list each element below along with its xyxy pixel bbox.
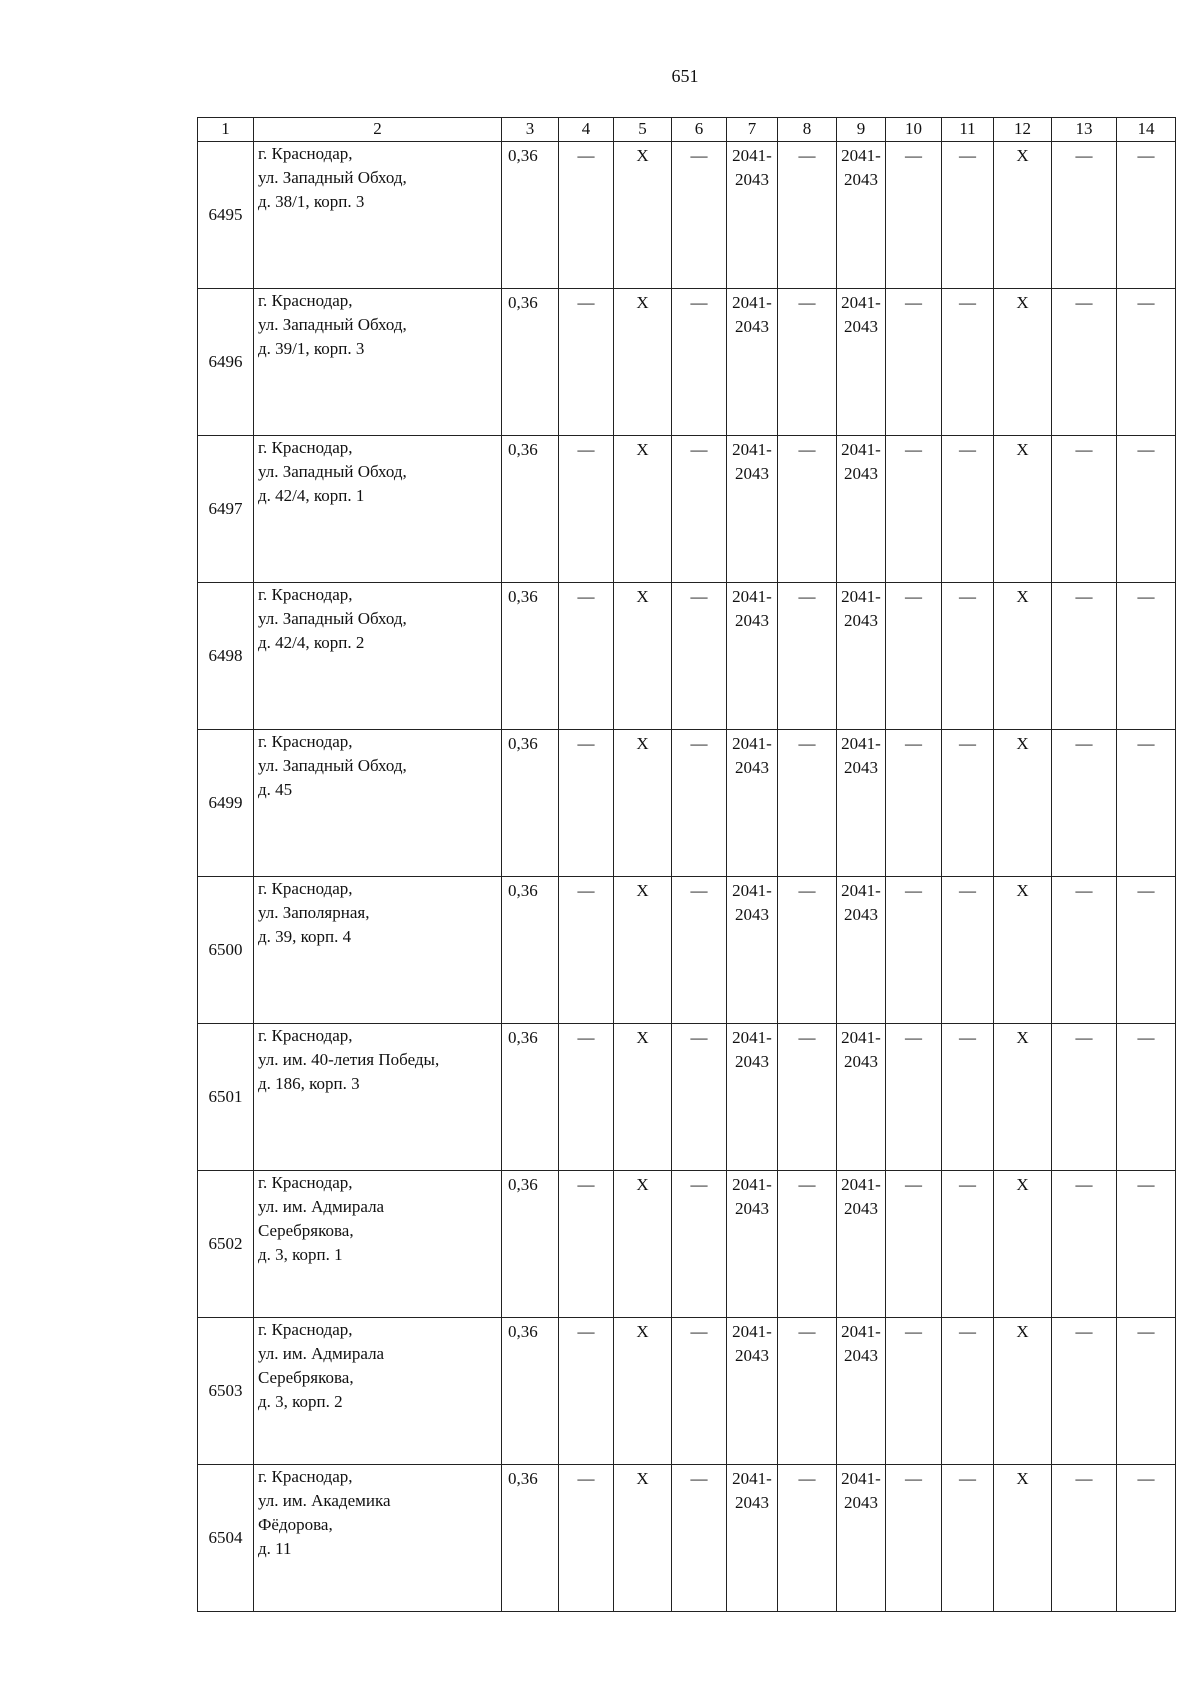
column-header-1: 1 bbox=[198, 118, 254, 142]
period-cell bbox=[727, 877, 778, 1024]
dash-cell: — bbox=[778, 1318, 837, 1465]
period-line: 2043 bbox=[735, 170, 769, 189]
address-line: г. Краснодар, bbox=[258, 144, 353, 163]
address-cell bbox=[254, 1465, 502, 1612]
row-number: 6502 bbox=[198, 1171, 254, 1318]
dash-cell: — bbox=[672, 1171, 727, 1318]
dash-cell: — bbox=[942, 877, 994, 1024]
dash-cell: — bbox=[559, 289, 614, 436]
dash-cell: — bbox=[559, 1318, 614, 1465]
address-line: д. 39, корп. 4 bbox=[258, 927, 352, 946]
column-header-3: 3 bbox=[502, 118, 559, 142]
dash-cell: — bbox=[1052, 436, 1117, 583]
dash-cell: — bbox=[1117, 730, 1176, 877]
period-line: 2041- bbox=[841, 440, 881, 459]
column-header-6: 6 bbox=[672, 118, 727, 142]
dash-cell: — bbox=[1117, 436, 1176, 583]
dash-cell: — bbox=[886, 1171, 942, 1318]
address-line: ул. им. Адмирала bbox=[258, 1344, 385, 1363]
mark-cell: Х bbox=[614, 730, 672, 877]
address-line: ул. Западный Обход, bbox=[258, 168, 407, 187]
dash-cell: — bbox=[672, 1318, 727, 1465]
dash-cell: — bbox=[672, 142, 727, 289]
period-line: 2043 bbox=[844, 611, 878, 630]
dash-cell: — bbox=[559, 583, 614, 730]
dash-cell: — bbox=[1117, 1024, 1176, 1171]
dash-cell: — bbox=[559, 1024, 614, 1171]
dash-cell: — bbox=[1117, 1465, 1176, 1612]
mark-cell: Х bbox=[994, 1318, 1052, 1465]
period-line: 2043 bbox=[735, 758, 769, 777]
table-row bbox=[198, 142, 1176, 289]
address-line: г. Краснодар, bbox=[258, 1467, 353, 1486]
column-header-10: 10 bbox=[886, 118, 942, 142]
period-line: 2043 bbox=[844, 1199, 878, 1218]
table-row bbox=[198, 1465, 1176, 1612]
row-number: 6500 bbox=[198, 877, 254, 1024]
address-line: д. 42/4, корп. 1 bbox=[258, 486, 365, 505]
dash-cell: — bbox=[886, 877, 942, 1024]
row-number: 6498 bbox=[198, 583, 254, 730]
dash-cell: — bbox=[886, 583, 942, 730]
dash-cell: — bbox=[778, 289, 837, 436]
mark-cell: Х bbox=[614, 436, 672, 583]
dash-cell: — bbox=[1052, 1318, 1117, 1465]
address-line: д. 45 bbox=[258, 780, 293, 799]
address-line: д. 39/1, корп. 3 bbox=[258, 339, 365, 358]
value-cell: 0,36 bbox=[502, 289, 559, 436]
period-cell bbox=[727, 1318, 778, 1465]
address-line: д. 42/4, корп. 2 bbox=[258, 633, 365, 652]
period-line: 2041- bbox=[732, 734, 772, 753]
period-line: 2041- bbox=[841, 1469, 881, 1488]
dash-cell: — bbox=[1117, 1318, 1176, 1465]
mark-cell: Х bbox=[994, 583, 1052, 730]
address-line: д. 3, корп. 1 bbox=[258, 1245, 343, 1264]
address-line: д. 38/1, корп. 3 bbox=[258, 192, 365, 211]
address-line: г. Краснодар, bbox=[258, 585, 353, 604]
period-line: 2041- bbox=[841, 734, 881, 753]
column-header-13: 13 bbox=[1052, 118, 1117, 142]
dash-cell: — bbox=[942, 436, 994, 583]
value-cell: 0,36 bbox=[502, 583, 559, 730]
column-header-7: 7 bbox=[727, 118, 778, 142]
address-line: д. 3, корп. 2 bbox=[258, 1392, 343, 1411]
dash-cell: — bbox=[942, 289, 994, 436]
period-cell bbox=[837, 877, 886, 1024]
row-number: 6496 bbox=[198, 289, 254, 436]
period-line: 2043 bbox=[844, 317, 878, 336]
dash-cell: — bbox=[1052, 289, 1117, 436]
column-header-14: 14 bbox=[1117, 118, 1176, 142]
address-cell bbox=[254, 877, 502, 1024]
column-header-9: 9 bbox=[837, 118, 886, 142]
period-cell bbox=[837, 1024, 886, 1171]
period-line: 2043 bbox=[735, 464, 769, 483]
column-header-11: 11 bbox=[942, 118, 994, 142]
mark-cell: Х bbox=[614, 583, 672, 730]
period-cell bbox=[837, 1318, 886, 1465]
dash-cell: — bbox=[886, 1465, 942, 1612]
address-cell bbox=[254, 1171, 502, 1318]
address-line: г. Краснодар, bbox=[258, 732, 353, 751]
address-cell bbox=[254, 142, 502, 289]
period-line: 2043 bbox=[844, 1493, 878, 1512]
period-line: 2043 bbox=[844, 1346, 878, 1365]
dash-cell: — bbox=[1052, 1465, 1117, 1612]
period-line: 2043 bbox=[735, 1346, 769, 1365]
period-line: 2043 bbox=[735, 611, 769, 630]
dash-cell: — bbox=[778, 730, 837, 877]
column-header-4: 4 bbox=[559, 118, 614, 142]
row-number: 6495 bbox=[198, 142, 254, 289]
dash-cell: — bbox=[942, 730, 994, 877]
period-cell bbox=[727, 583, 778, 730]
value-cell: 0,36 bbox=[502, 142, 559, 289]
dash-cell: — bbox=[778, 1024, 837, 1171]
row-number: 6499 bbox=[198, 730, 254, 877]
dash-cell: — bbox=[1117, 583, 1176, 730]
period-cell bbox=[837, 289, 886, 436]
dash-cell: — bbox=[1052, 1024, 1117, 1171]
table-body bbox=[198, 118, 1176, 1612]
address-cell bbox=[254, 1318, 502, 1465]
period-line: 2041- bbox=[841, 1322, 881, 1341]
value-cell: 0,36 bbox=[502, 1465, 559, 1612]
dash-cell: — bbox=[1117, 289, 1176, 436]
period-line: 2041- bbox=[732, 587, 772, 606]
period-line: 2041- bbox=[732, 440, 772, 459]
table-row bbox=[198, 877, 1176, 1024]
period-line: 2043 bbox=[735, 905, 769, 924]
period-line: 2041- bbox=[841, 881, 881, 900]
address-line: г. Краснодар, bbox=[258, 879, 353, 898]
address-line: ул. им. Адмирала bbox=[258, 1197, 385, 1216]
dash-cell: — bbox=[778, 142, 837, 289]
period-cell bbox=[727, 1024, 778, 1171]
period-line: 2041- bbox=[732, 1175, 772, 1194]
address-line: ул. Западный Обход, bbox=[258, 315, 407, 334]
address-line: Фёдорова, bbox=[258, 1515, 333, 1534]
dash-cell: — bbox=[672, 583, 727, 730]
header-row bbox=[198, 118, 1176, 142]
address-line: ул. Заполярная, bbox=[258, 903, 370, 922]
dash-cell: — bbox=[672, 877, 727, 1024]
row-number: 6497 bbox=[198, 436, 254, 583]
period-line: 2041- bbox=[732, 1322, 772, 1341]
dash-cell: — bbox=[672, 436, 727, 583]
address-cell bbox=[254, 730, 502, 877]
column-header-12: 12 bbox=[994, 118, 1052, 142]
value-cell: 0,36 bbox=[502, 436, 559, 583]
value-cell: 0,36 bbox=[502, 877, 559, 1024]
period-cell bbox=[837, 1171, 886, 1318]
period-cell bbox=[727, 730, 778, 877]
mark-cell: Х bbox=[614, 877, 672, 1024]
value-cell: 0,36 bbox=[502, 1171, 559, 1318]
dash-cell: — bbox=[886, 730, 942, 877]
address-line: г. Краснодар, bbox=[258, 1173, 353, 1192]
address-line: г. Краснодар, bbox=[258, 1320, 353, 1339]
address-line: ул. Западный Обход, bbox=[258, 462, 407, 481]
dash-cell: — bbox=[559, 142, 614, 289]
dash-cell: — bbox=[942, 1318, 994, 1465]
address-line: г. Краснодар, bbox=[258, 291, 353, 310]
column-header-2: 2 bbox=[254, 118, 502, 142]
address-line: д. 186, корп. 3 bbox=[258, 1074, 360, 1093]
period-cell bbox=[837, 730, 886, 877]
address-line: ул. им. 40-летия Победы, bbox=[258, 1050, 440, 1069]
address-cell bbox=[254, 436, 502, 583]
table-row bbox=[198, 1171, 1176, 1318]
dash-cell: — bbox=[886, 142, 942, 289]
period-cell bbox=[837, 436, 886, 583]
column-header-5: 5 bbox=[614, 118, 672, 142]
dash-cell: — bbox=[559, 730, 614, 877]
registry-table bbox=[197, 117, 1176, 1612]
mark-cell: Х bbox=[994, 289, 1052, 436]
dash-cell: — bbox=[778, 877, 837, 1024]
period-line: 2043 bbox=[844, 1052, 878, 1071]
table-row bbox=[198, 436, 1176, 583]
address-cell bbox=[254, 289, 502, 436]
mark-cell: Х bbox=[614, 1024, 672, 1171]
dash-cell: — bbox=[672, 1024, 727, 1171]
dash-cell: — bbox=[672, 1465, 727, 1612]
dash-cell: — bbox=[942, 142, 994, 289]
period-line: 2041- bbox=[841, 1175, 881, 1194]
mark-cell: Х bbox=[994, 1171, 1052, 1318]
period-cell bbox=[727, 436, 778, 583]
period-line: 2043 bbox=[844, 464, 878, 483]
row-number: 6501 bbox=[198, 1024, 254, 1171]
mark-cell: Х bbox=[614, 289, 672, 436]
page-number: 651 bbox=[671, 66, 699, 86]
row-number: 6504 bbox=[198, 1465, 254, 1612]
period-cell bbox=[837, 583, 886, 730]
dash-cell: — bbox=[942, 583, 994, 730]
table-row bbox=[198, 730, 1176, 877]
period-cell bbox=[727, 289, 778, 436]
mark-cell: Х bbox=[994, 436, 1052, 583]
address-line: Серебрякова, bbox=[258, 1368, 354, 1387]
address-cell bbox=[254, 583, 502, 730]
table-row bbox=[198, 289, 1176, 436]
period-line: 2041- bbox=[732, 1469, 772, 1488]
dash-cell: — bbox=[672, 730, 727, 877]
dash-cell: — bbox=[778, 436, 837, 583]
dash-cell: — bbox=[559, 1465, 614, 1612]
period-line: 2043 bbox=[735, 1199, 769, 1218]
period-cell bbox=[727, 1465, 778, 1612]
mark-cell: Х bbox=[614, 1171, 672, 1318]
dash-cell: — bbox=[1052, 730, 1117, 877]
column-header-8: 8 bbox=[778, 118, 837, 142]
dash-cell: — bbox=[1117, 877, 1176, 1024]
mark-cell: Х bbox=[994, 142, 1052, 289]
dash-cell: — bbox=[559, 877, 614, 1024]
period-line: 2041- bbox=[841, 146, 881, 165]
address-line: ул. им. Академика bbox=[258, 1491, 391, 1510]
dash-cell: — bbox=[942, 1024, 994, 1171]
period-line: 2043 bbox=[735, 1493, 769, 1512]
value-cell: 0,36 bbox=[502, 1318, 559, 1465]
address-line: ул. Западный Обход, bbox=[258, 756, 407, 775]
dash-cell: — bbox=[559, 1171, 614, 1318]
dash-cell: — bbox=[942, 1171, 994, 1318]
period-line: 2041- bbox=[732, 881, 772, 900]
period-cell bbox=[837, 142, 886, 289]
dash-cell: — bbox=[778, 1171, 837, 1318]
dash-cell: — bbox=[559, 436, 614, 583]
period-cell bbox=[727, 142, 778, 289]
row-number: 6503 bbox=[198, 1318, 254, 1465]
mark-cell: Х bbox=[614, 1465, 672, 1612]
table-row bbox=[198, 583, 1176, 730]
dash-cell: — bbox=[672, 289, 727, 436]
table-row bbox=[198, 1024, 1176, 1171]
address-cell bbox=[254, 1024, 502, 1171]
dash-cell: — bbox=[886, 1318, 942, 1465]
period-line: 2041- bbox=[732, 146, 772, 165]
dash-cell: — bbox=[778, 1465, 837, 1612]
mark-cell: Х bbox=[994, 1024, 1052, 1171]
dash-cell: — bbox=[886, 289, 942, 436]
address-line: д. 11 bbox=[258, 1539, 292, 1558]
period-line: 2043 bbox=[735, 317, 769, 336]
mark-cell: Х bbox=[614, 142, 672, 289]
dash-cell: — bbox=[1117, 142, 1176, 289]
period-cell bbox=[837, 1465, 886, 1612]
dash-cell: — bbox=[1052, 1171, 1117, 1318]
period-line: 2041- bbox=[841, 587, 881, 606]
period-line: 2043 bbox=[735, 1052, 769, 1071]
address-line: г. Краснодар, bbox=[258, 1026, 353, 1045]
mark-cell: Х bbox=[994, 877, 1052, 1024]
mark-cell: Х bbox=[994, 730, 1052, 877]
dash-cell: — bbox=[886, 436, 942, 583]
period-line: 2041- bbox=[732, 1028, 772, 1047]
period-line: 2041- bbox=[732, 293, 772, 312]
dash-cell: — bbox=[1117, 1171, 1176, 1318]
dash-cell: — bbox=[886, 1024, 942, 1171]
value-cell: 0,36 bbox=[502, 1024, 559, 1171]
address-line: г. Краснодар, bbox=[258, 438, 353, 457]
period-cell bbox=[727, 1171, 778, 1318]
period-line: 2043 bbox=[844, 170, 878, 189]
address-line: ул. Западный Обход, bbox=[258, 609, 407, 628]
address-line: Серебрякова, bbox=[258, 1221, 354, 1240]
dash-cell: — bbox=[1052, 142, 1117, 289]
period-line: 2041- bbox=[841, 293, 881, 312]
period-line: 2043 bbox=[844, 758, 878, 777]
value-cell: 0,36 bbox=[502, 730, 559, 877]
dash-cell: — bbox=[1052, 877, 1117, 1024]
mark-cell: Х bbox=[994, 1465, 1052, 1612]
dash-cell: — bbox=[942, 1465, 994, 1612]
dash-cell: — bbox=[778, 583, 837, 730]
period-line: 2043 bbox=[844, 905, 878, 924]
period-line: 2041- bbox=[841, 1028, 881, 1047]
mark-cell: Х bbox=[614, 1318, 672, 1465]
table-row bbox=[198, 1318, 1176, 1465]
dash-cell: — bbox=[1052, 583, 1117, 730]
